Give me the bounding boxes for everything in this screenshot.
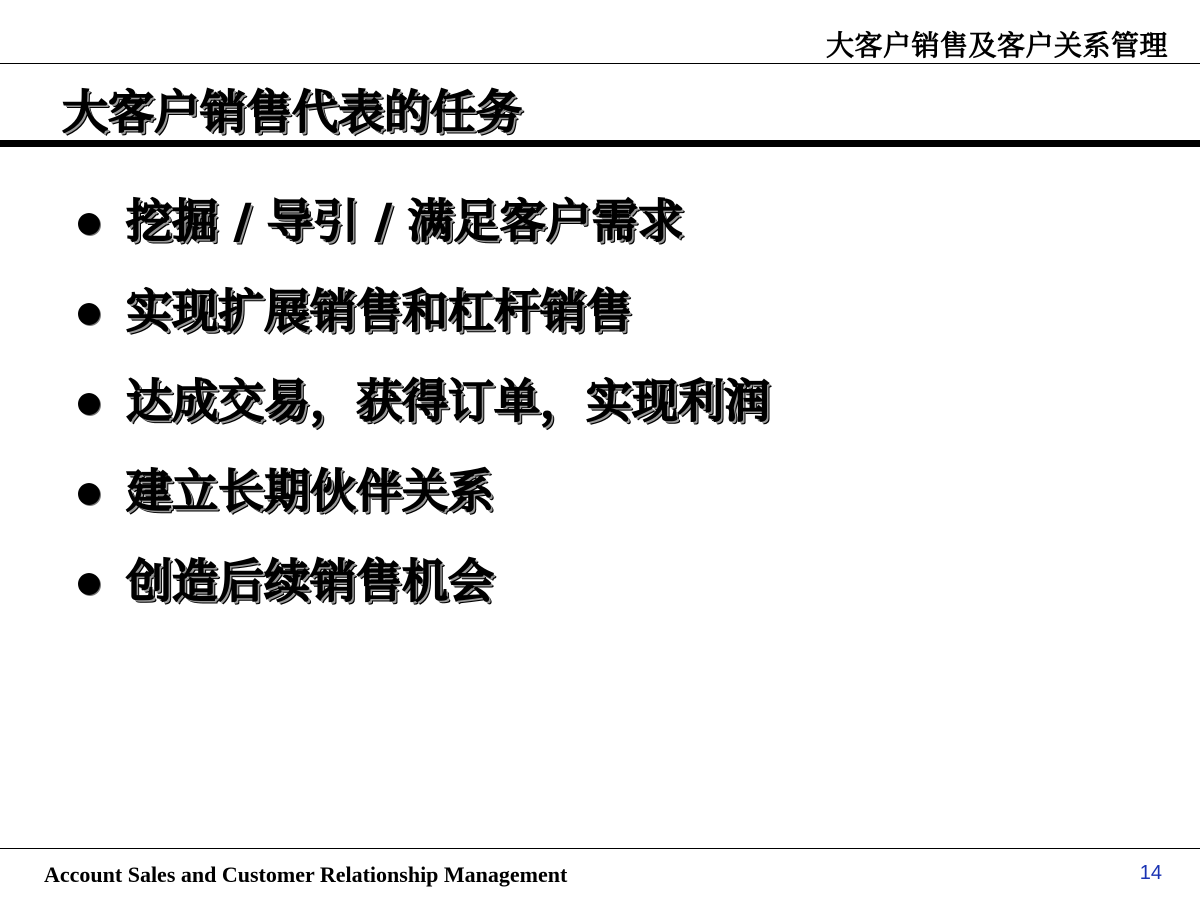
bullet-list xyxy=(78,176,770,626)
footer-divider xyxy=(0,848,1200,849)
title-divider xyxy=(0,140,1200,147)
bullet-text: 达成交易，获得订单，实现利润 xyxy=(126,374,770,428)
bullet-dot-icon xyxy=(78,393,100,415)
bullet-dot-icon xyxy=(78,213,100,235)
bullet-text: 创造后续销售机会 xyxy=(126,554,494,608)
bullet-item xyxy=(78,356,770,446)
header-divider xyxy=(0,63,1200,64)
bullet-item xyxy=(78,446,770,536)
bullet-item xyxy=(78,266,770,356)
bullet-text: 挖掘 / 导引 / 满足客户需求 xyxy=(126,194,684,248)
bullet-item xyxy=(78,536,770,626)
footer-course-name: Account Sales and Customer Relationship Management xyxy=(44,862,568,887)
page-number: 14 xyxy=(1139,862,1162,884)
slide-title: 大客户销售代表的任务 xyxy=(62,85,522,139)
bullet-dot-icon xyxy=(78,573,100,595)
bullet-dot-icon xyxy=(78,303,100,325)
bullet-dot-icon xyxy=(78,483,100,505)
header-course-title: 大客户销售及客户关系管理 xyxy=(825,29,1168,62)
bullet-text: 建立长期伙伴关系 xyxy=(126,464,494,518)
bullet-text: 实现扩展销售和杠杆销售 xyxy=(126,284,632,338)
bullet-item xyxy=(78,176,770,266)
